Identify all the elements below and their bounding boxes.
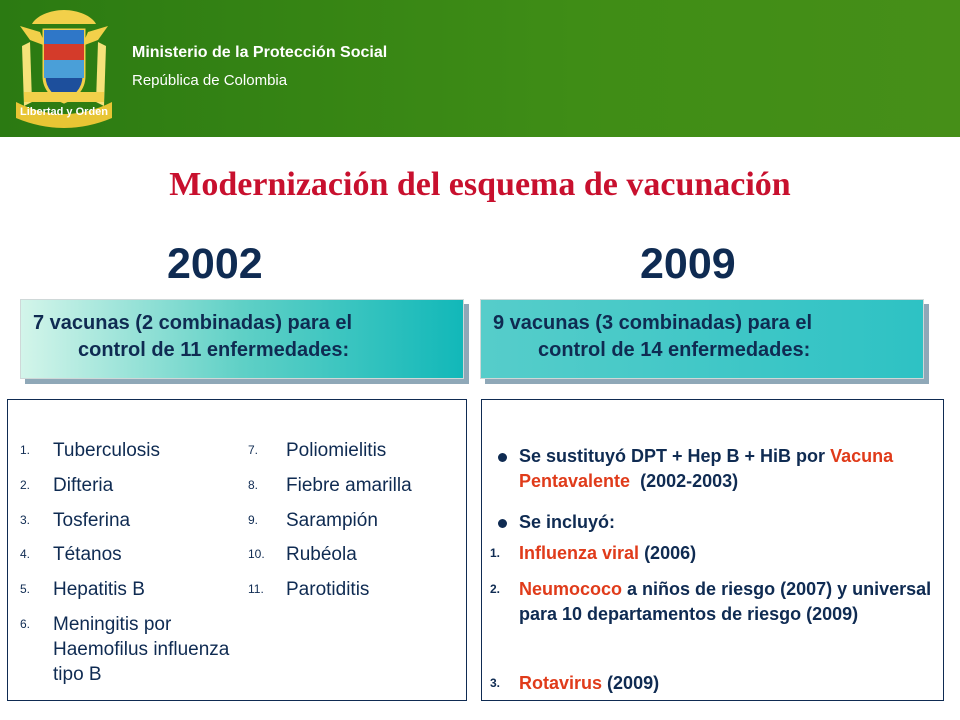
republic-name: República de Colombia xyxy=(132,72,288,89)
logo-motto: Libertad y Orden xyxy=(19,106,109,118)
year-left: 2002 xyxy=(167,240,263,288)
slide-title: Modernización del esquema de vacunación xyxy=(169,166,791,203)
coat-of-arms-logo xyxy=(10,6,118,130)
ministry-name: Ministerio de la Protección Social xyxy=(132,44,388,61)
header-bar xyxy=(0,0,960,137)
bullet-icon xyxy=(498,519,507,528)
right-banner-line1: 9 vacunas (3 combinadas) para el xyxy=(493,312,813,334)
right-banner xyxy=(480,299,924,379)
right-banner-line2: control de 14 enfermedades: xyxy=(538,339,811,361)
left-banner-line1: 7 vacunas (2 combinadas) para el xyxy=(33,312,353,334)
left-banner xyxy=(20,299,464,379)
year-right: 2009 xyxy=(640,240,736,288)
left-banner-line2: control de 11 enfermedades: xyxy=(78,339,350,361)
bullet-icon xyxy=(498,453,507,462)
